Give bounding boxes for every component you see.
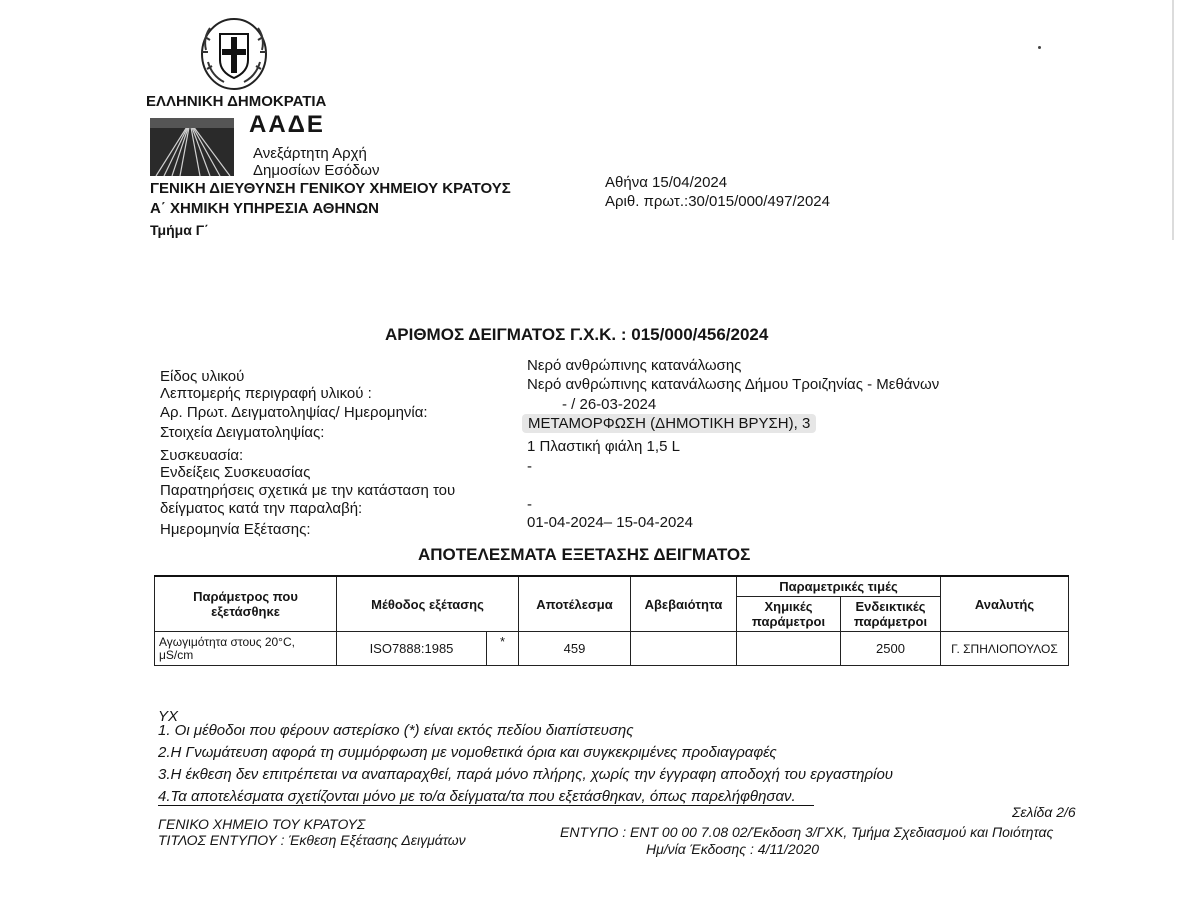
material-label: Είδος υλικού bbox=[160, 368, 245, 385]
footer-form-code: ΕΝΤΥΠΟ : ΕΝΤ 00 00 7.08 02/Έκδοση 3/ΓΧΚ, Τμήμα Σχεδιασμού και Ποιότητας bbox=[560, 824, 1054, 840]
agency-subtitle-1: Ανεξάρτητη Αρχή bbox=[253, 145, 367, 162]
exam-date-label: Ημερομηνία Εξέτασης: bbox=[160, 521, 311, 538]
col-analyst-header: Αναλυτής bbox=[941, 576, 1069, 632]
remarks-label-2: δείγματος κατά την παραλαβή: bbox=[160, 500, 363, 517]
note-4: 4.Τα αποτελέσματα σχετίζονται μόνο με το/α δείγματα/τα που εξετάσθηκαν, όπως παρελήφθησαν. bbox=[158, 788, 814, 806]
notes-heading: ΥΧ bbox=[158, 708, 179, 725]
scan-edge bbox=[1172, 0, 1174, 240]
packaging-label: Συσκευασία: bbox=[160, 447, 244, 464]
department-title: Τμήμα Γ΄ bbox=[150, 222, 209, 238]
row-result: 459 bbox=[519, 632, 631, 666]
footer-issue-date: Ημ/νία Έκδοσης : 4/11/2020 bbox=[646, 841, 820, 857]
service-title: Α΄ ΧΗΜΙΚΗ ΥΠΗΡΕΣΙΑ ΑΘΗΝΩΝ bbox=[150, 200, 379, 217]
row-method: ISO7888:1985 bbox=[337, 632, 487, 666]
aade-logo-icon bbox=[150, 118, 234, 176]
footer-org: ΓΕΝΙΚΟ ΧΗΜΕΙΟ ΤΟΥ ΚΡΑΤΟΥΣ bbox=[158, 816, 366, 832]
row-asterisk: * bbox=[487, 632, 519, 666]
sampling-data-value: ΜΕΤΑΜΟΡΦΩΣΗ (ΔΗΜΟΤΙΚΗ ΒΡΥΣΗ), 3 bbox=[522, 414, 816, 433]
results-table bbox=[154, 575, 1069, 666]
row-analyst: Γ. ΣΠΗΛΙΟΠΟΥΛΟΣ bbox=[941, 632, 1069, 666]
packaging-marks-label: Ενδείξεις Συσκευασίας bbox=[160, 464, 311, 481]
col-parametric-header: Παραμετρικές τιμές bbox=[737, 576, 941, 597]
exam-date-value: 01-04-2024– 15-04-2024 bbox=[527, 514, 693, 531]
protocol-number: Αριθ. πρωτ.:30/015/000/497/2024 bbox=[605, 193, 830, 210]
place-date: Αθήνα 15/04/2024 bbox=[605, 174, 728, 191]
remarks-value: - bbox=[527, 496, 532, 513]
note-1: 1. Οι μέθοδοι που φέρουν αστερίσκο (*) είναι εκτός πεδίου διαπίστευσης bbox=[158, 722, 634, 739]
page-number: Σελίδα 2/6 bbox=[1012, 804, 1076, 820]
note-3: 3.Η έκθεση δεν επιτρέπεται να αναπαραχθεί, παρά μόνο πλήρης, χωρίς την έγγραφη αποδοχή του εργαστηρίου bbox=[158, 766, 894, 783]
packaging-value: 1 Πλαστική φιάλη 1,5 L bbox=[527, 438, 680, 455]
col-chemical-header: Χημικές παράμετροι bbox=[737, 597, 841, 632]
row-uncertainty bbox=[631, 632, 737, 666]
row-indicative: 2500 bbox=[841, 632, 941, 666]
note-2: 2.Η Γνωμάτευση αφορά τη συμμόρφωση με νομοθετικά όρια και συγκεκριμένες προδιαγραφές bbox=[158, 744, 777, 761]
table-row bbox=[155, 632, 1069, 666]
agency-name: ΑΑΔΕ bbox=[249, 111, 325, 138]
results-title: ΑΠΟΤΕΛΕΣΜΑΤΑ ΕΞΕΤΑΣΗΣ ΔΕΙΓΜΑΤΟΣ bbox=[418, 545, 751, 564]
agency-subtitle-2: Δημοσίων Εσόδων bbox=[253, 162, 380, 179]
description-value: Νερό ανθρώπινης κατανάλωσης Δήμου Τροιζηνίας - Μεθάνων bbox=[527, 376, 940, 393]
material-value: Νερό ανθρώπινης κατανάλωσης bbox=[527, 357, 742, 374]
scan-speck bbox=[1038, 46, 1041, 49]
packaging-marks-value: - bbox=[527, 458, 532, 475]
col-result-header: Αποτέλεσμα bbox=[519, 576, 631, 632]
col-method-header: Μέθοδος εξέτασης bbox=[337, 576, 519, 632]
remarks-label-1: Παρατηρήσεις σχετικά με την κατάσταση του bbox=[160, 482, 456, 499]
description-label: Λεπτομερής περιγραφή υλικού : bbox=[160, 385, 372, 402]
greek-emblem-icon bbox=[198, 14, 270, 92]
col-parameter-header: Παράμετρος που εξετάσθηκε bbox=[155, 576, 337, 632]
directorate-title: ΓΕΝΙΚΗ ΔΙΕΥΘΥΝΣΗ ΓΕΝΙΚΟΥ ΧΗΜΕΙΟΥ ΚΡΑΤΟΥΣ bbox=[150, 180, 511, 197]
row-parameter: Αγωγιμότητα στους 20°C, μS/cm bbox=[155, 632, 337, 666]
footer-form-title: ΤΙΤΛΟΣ ΕΝΤΥΠΟΥ : Έκθεση Εξέτασης Δειγμάτων bbox=[158, 832, 466, 848]
col-uncertainty-header: Αβεβαιότητα bbox=[631, 576, 737, 632]
col-indicative-header: Ενδεικτικές παράμετροι bbox=[841, 597, 941, 632]
sample-number: ΑΡΙΘΜΟΣ ΔΕΙΓΜΑΤΟΣ Γ.Χ.Κ. : 015/000/456/2024 bbox=[385, 325, 769, 344]
sampling-label: Αρ. Πρωτ. Δειγματοληψίας/ Ημερομηνία: bbox=[160, 404, 428, 421]
republic-title: ΕΛΛΗΝΙΚΗ ΔΗΜΟΚΡΑΤΙΑ bbox=[146, 93, 327, 110]
sampling-value: - / 26-03-2024 bbox=[562, 396, 657, 413]
sampling-data-label: Στοιχεία Δειγματοληψίας: bbox=[160, 424, 325, 441]
row-chemical bbox=[737, 632, 841, 666]
